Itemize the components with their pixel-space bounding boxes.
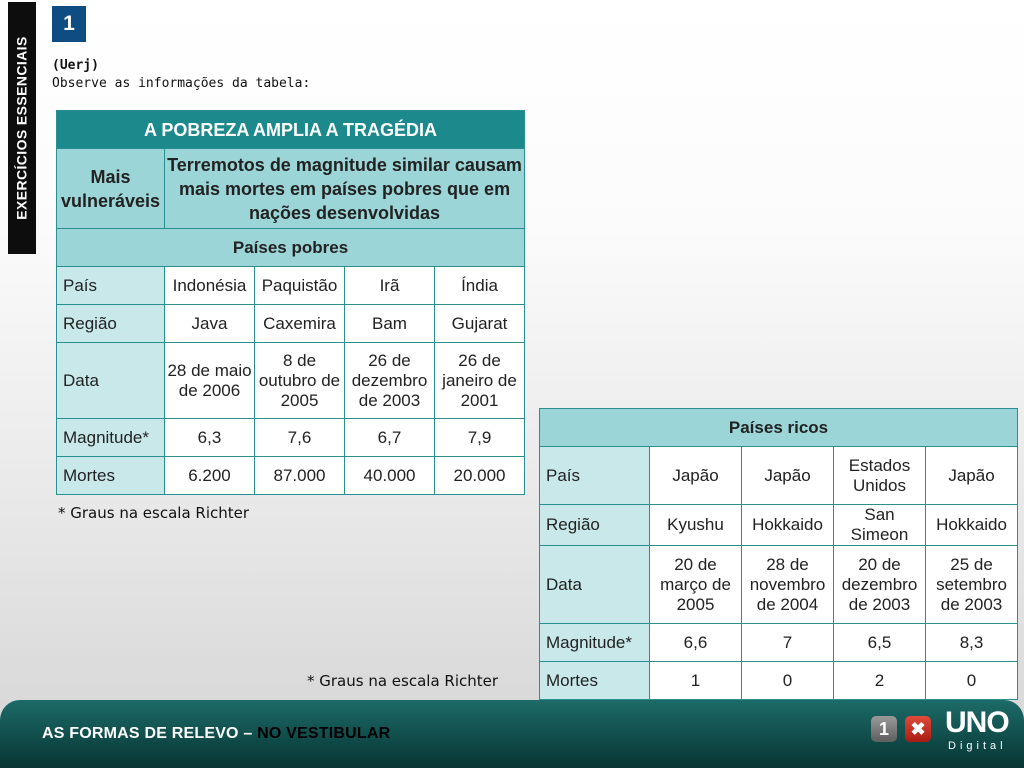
question-prompt: Observe as informações da tabela: [52,76,311,91]
logo-x-icon: ✖ [905,716,931,742]
table-row [57,343,525,419]
logo-1-icon: 1 [871,716,897,742]
side-tab-label: EXERCÍCIOS ESSENCIAIS [14,36,31,220]
table-cell: San Simeon [834,505,926,546]
table-cell: 26 de janeiro de 2001 [435,343,525,419]
table-cell: 7,9 [435,419,525,457]
table-row [57,419,525,457]
table-cell: 87.000 [255,457,345,495]
right-header: Terremotos de magnitude similar causam mais mortes em países pobres que em nações desenvolvidas [165,149,525,229]
row-label: Região [57,305,165,343]
table-row [57,267,525,305]
table1-note: * Graus na escala Richter [58,504,250,522]
exercise-number: 1 [52,6,86,42]
table-cell: 0 [742,662,834,700]
table-row [540,546,1018,624]
table-cell: 8,3 [926,624,1018,662]
table-cell: 20.000 [435,457,525,495]
table-cell: 7,6 [255,419,345,457]
table-row [540,447,1018,505]
row-label: Data [540,546,650,624]
footer-title-part1: AS FORMAS DE RELEVO – [42,725,258,742]
row-label: Data [57,343,165,419]
table-row [540,624,1018,662]
row-label: Mortes [540,662,650,700]
table-cell: Kyushu [650,505,742,546]
table-row [57,305,525,343]
table-cell: 26 de dezembro de 2003 [345,343,435,419]
table-row [540,505,1018,546]
footer-title [42,725,390,743]
table-cell: Estados Unidos [834,447,926,505]
table-cell: 6.200 [165,457,255,495]
table-cell: Indonésia [165,267,255,305]
table-cell: 20 de dezembro de 2003 [834,546,926,624]
table-cell: Paquistão [255,267,345,305]
table-cell: Caxemira [255,305,345,343]
table-cell: Hokkaido [926,505,1018,546]
table-cell: 7 [742,624,834,662]
table-row [540,662,1018,700]
row-label: Mortes [57,457,165,495]
left-header: Mais vulneráveis [57,149,165,229]
table-cell: Japão [926,447,1018,505]
uno-logo: UNO [945,706,1009,739]
table-title: A POBREZA AMPLIA A TRAGÉDIA [57,111,525,149]
row-label: País [540,447,650,505]
table-cell: 0 [926,662,1018,700]
table-cell: 6,5 [834,624,926,662]
table-cell: Irã [345,267,435,305]
table-row [57,457,525,495]
row-label: Magnitude* [540,624,650,662]
table-cell: 6,6 [650,624,742,662]
table-cell: 40.000 [345,457,435,495]
table-cell: 8 de outubro de 2005 [255,343,345,419]
row-label: Região [540,505,650,546]
footer-title-part2: NO VESTIBULAR [257,725,391,742]
rich-countries-table [539,408,1018,700]
table-cell: 6,3 [165,419,255,457]
side-tab [8,2,36,254]
table-cell: Hokkaido [742,505,834,546]
row-label: País [57,267,165,305]
table2-note: * Graus na escala Richter [307,672,499,690]
group-header: Países pobres [57,229,525,267]
table-cell: 6,7 [345,419,435,457]
poor-countries-table [56,110,525,495]
table-cell: Bam [345,305,435,343]
table-cell: 28 de novembro de 2004 [742,546,834,624]
table-cell: Índia [435,267,525,305]
table-cell: 2 [834,662,926,700]
table-cell: 25 de setembro de 2003 [926,546,1018,624]
table-cell: Java [165,305,255,343]
table-cell: Gujarat [435,305,525,343]
table-cell: 1 [650,662,742,700]
table-cell: 28 de maio de 2006 [165,343,255,419]
footer-bar [0,700,1024,768]
group-header: Países ricos [540,409,1018,447]
question-source: (Uerj) [52,58,99,73]
digital-logo: Digital [948,740,1007,752]
table-cell: Japão [742,447,834,505]
table-cell: Japão [650,447,742,505]
row-label: Magnitude* [57,419,165,457]
table-cell: 20 de março de 2005 [650,546,742,624]
